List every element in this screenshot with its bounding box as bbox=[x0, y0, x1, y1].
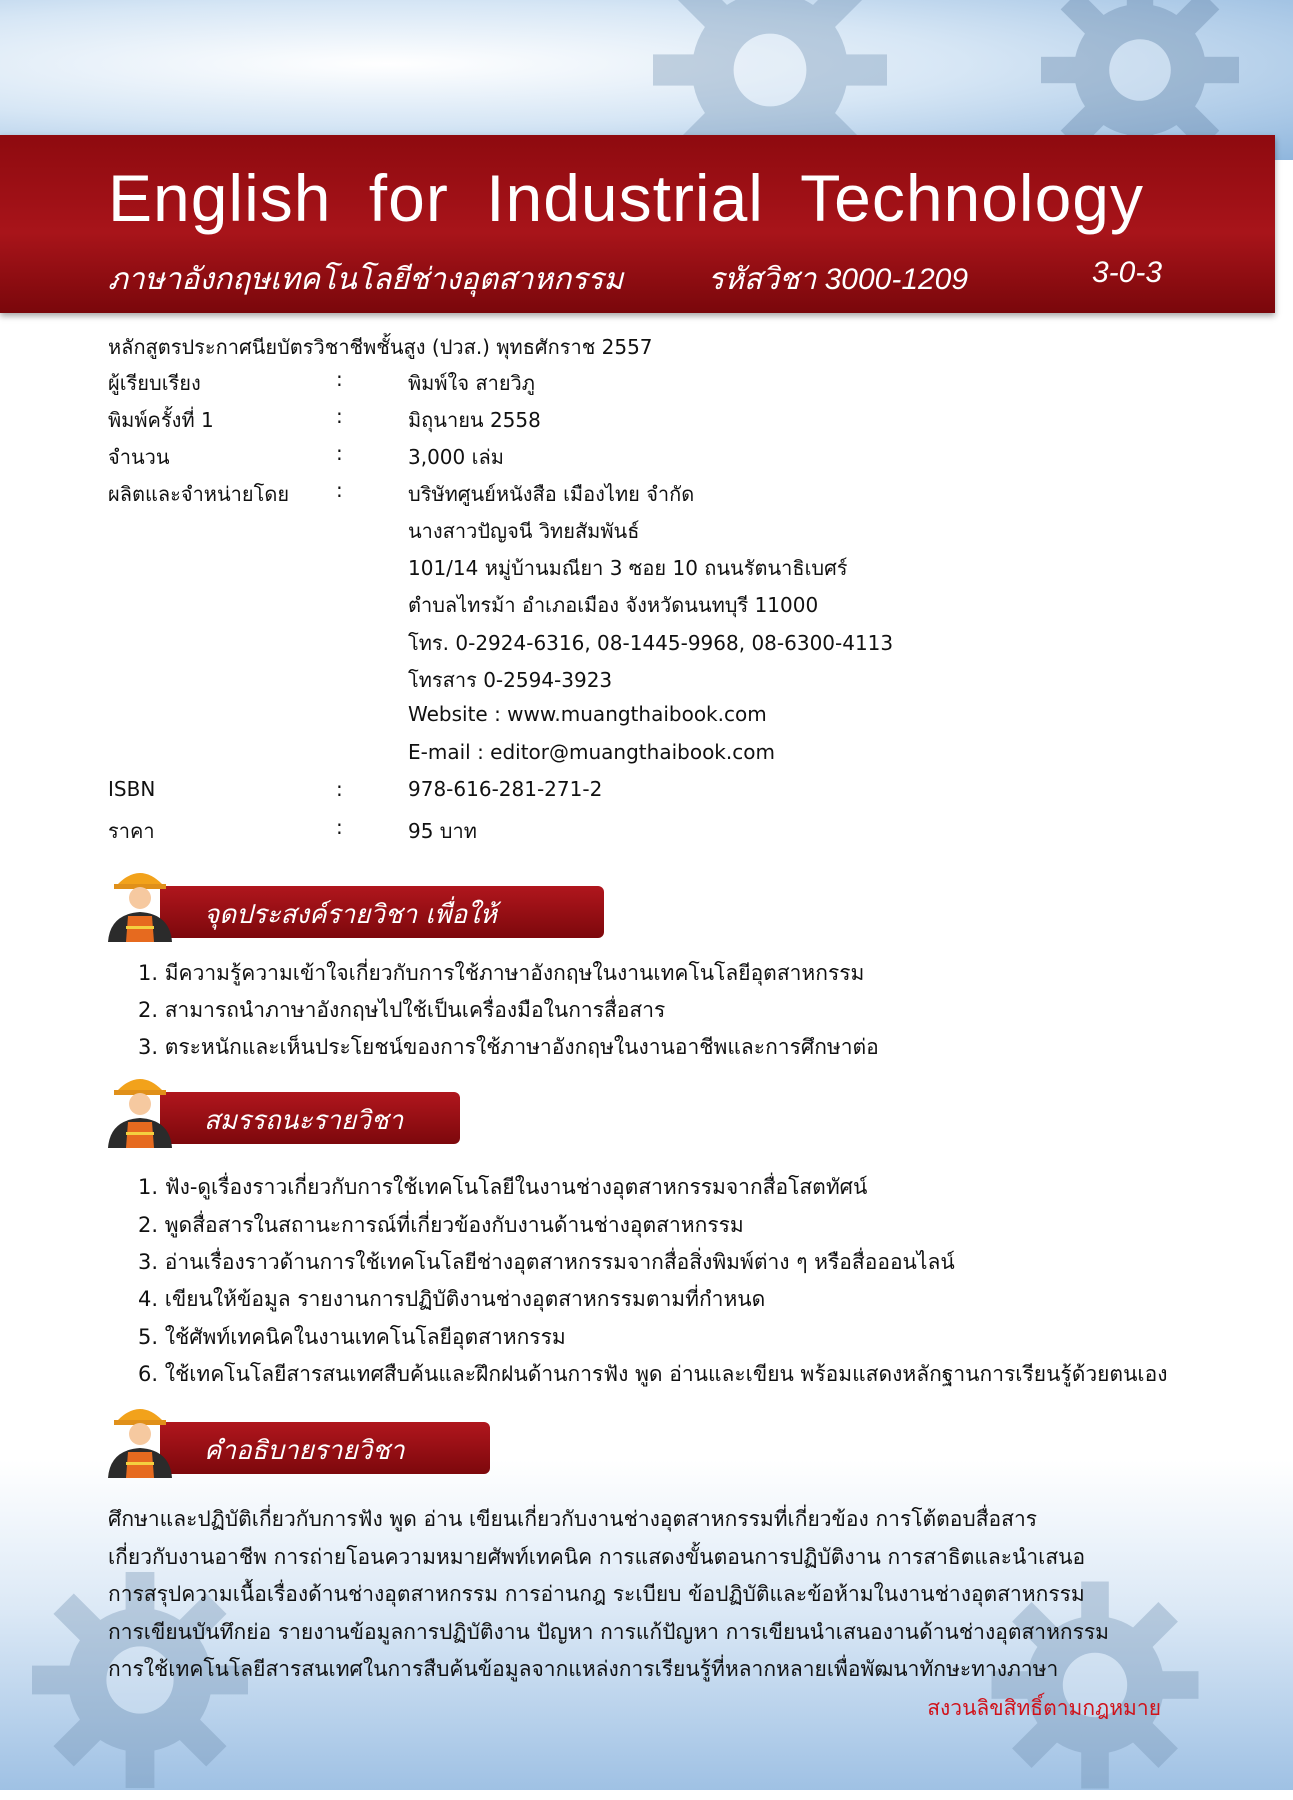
competencies-heading bbox=[100, 1068, 620, 1148]
description-line: ศึกษาและปฏิบัติเกี่ยวกับการฟัง พูด อ่าน เขียนเกี่ยวกับงานช่างอุตสาหกรรมที่เกี่ยวข้อง การโต้ตอบสื่อสาร bbox=[108, 1507, 1038, 1531]
publisher-address: 101/14 หมู่บ้านมณียา 3 ซอย 10 ถนนรัตนาธิเบศร์ bbox=[408, 556, 848, 580]
thai-course-name: ภาษาอังกฤษเทคโนโลยีช่างอุตสาหกรรม bbox=[108, 263, 624, 296]
objective-item: 1. มีความรู้ความเข้าใจเกี่ยวกับการใช้ภาษาอังกฤษในงานเทคโนโลยีอุตสาหกรรม bbox=[138, 961, 865, 985]
description-line: การเขียนบันทึกย่อ รายงานข้อมูลการปฏิบัติงาน ปัญหา การแก้ปัญหา การเขียนนำเสนองานด้านช่างอุตสาหกรรม bbox=[108, 1620, 1110, 1644]
section-bar bbox=[160, 1422, 490, 1474]
publisher-website: Website : www.muangthaibook.com bbox=[408, 702, 767, 726]
course-code: รหัสวิชา 3000-1209 bbox=[708, 263, 969, 296]
section-title: คำอธิบายรายวิชา bbox=[204, 1436, 405, 1466]
publisher-contact: นางสาวปัญจนี วิทยสัมพันธ์ bbox=[408, 519, 640, 543]
section-bar bbox=[160, 1092, 460, 1144]
section-title: จุดประสงค์รายวิชา เพื่อให้ bbox=[204, 900, 497, 930]
info-label: ผู้เรียบเรียง bbox=[108, 371, 201, 395]
info-colon: : bbox=[336, 441, 343, 465]
info-colon: : bbox=[336, 367, 343, 391]
info-label: ราคา bbox=[108, 819, 155, 843]
info-value: พิมพ์ใจ สายวิภู bbox=[408, 371, 535, 395]
info-value: บริษัทศูนย์หนังสือ เมืองไทย จำกัด bbox=[408, 482, 695, 506]
price-value: 95 บาท bbox=[408, 819, 477, 843]
objectives-heading bbox=[100, 862, 620, 942]
book-title: English for Industrial Technology bbox=[108, 161, 1145, 235]
publisher-address: ตำบลไทรม้า อำเภอเมือง จังหวัดนนทบุรี 11000 bbox=[408, 593, 819, 617]
objective-item: 2. สามารถนำภาษาอังกฤษไปใช้เป็นเครื่องมือในการสื่อสาร bbox=[138, 998, 666, 1022]
info-label: จำนวน bbox=[108, 445, 170, 469]
competency-item: 2. พูดสื่อสารในสถานะการณ์ที่เกี่ยวข้องกับงานด้านช่างอุตสาหกรรม bbox=[138, 1213, 744, 1237]
publisher-phone: โทร. 0-2924-6316, 08-1445-9968, 08-6300-4113 bbox=[408, 631, 894, 655]
info-colon: : bbox=[336, 478, 343, 502]
course-credits: 3-0-3 bbox=[1092, 256, 1163, 289]
info-label: พิมพ์ครั้งที่ 1 bbox=[108, 408, 214, 432]
info-label: ผลิตและจำหน่ายโดย bbox=[108, 482, 290, 506]
info-value: มิถุนายน 2558 bbox=[408, 408, 541, 432]
info-value: 3,000 เล่ม bbox=[408, 445, 504, 469]
objective-item: 3. ตระหนักและเห็นประโยชน์ของการใช้ภาษาอังกฤษในงานอาชีพและการศึกษาต่อ bbox=[138, 1035, 879, 1059]
info-colon: : bbox=[336, 404, 343, 428]
info-label: ISBN bbox=[108, 777, 156, 801]
copyright-notice: สงวนลิขสิทธิ์ตามกฎหมาย bbox=[927, 1696, 1161, 1720]
competency-item: 6. ใช้เทคโนโลยีสารสนเทศสืบค้นและฝึกฝนด้านการฟัง พูด อ่านและเขียน พร้อมแสดงหลักฐานการเรียนรู้ด้วยตนเอง bbox=[138, 1362, 1168, 1386]
worker-icon bbox=[100, 862, 180, 942]
isbn-value: 978-616-281-271-2 bbox=[408, 777, 603, 801]
curriculum-line: หลักสูตรประกาศนียบัตรวิชาชีพชั้นสูง (ปวส.) พุทธศักราช 2557 bbox=[108, 335, 653, 359]
info-colon: : bbox=[336, 777, 343, 801]
publisher-fax: โทรสาร 0-2594-3923 bbox=[408, 668, 613, 692]
description-line: เกี่ยวกับงานอาชีพ การถ่ายโอนความหมายศัพท์เทคนิค การแสดงขั้นตอนการปฏิบัติงาน การสาธิตและนำเสนอ bbox=[108, 1545, 1086, 1569]
competency-item: 3. อ่านเรื่องราวด้านการใช้เทคโนโลยีช่างอุตสาหกรรมจากสื่อสิ่งพิมพ์ต่าง ๆ หรือสื่อออนไลน์ bbox=[138, 1250, 955, 1274]
section-bar bbox=[160, 886, 604, 938]
competency-item: 5. ใช้ศัพท์เทคนิคในงานเทคโนโลยีอุตสาหกรรม bbox=[138, 1325, 566, 1349]
section-title: สมรรถนะรายวิชา bbox=[204, 1106, 404, 1136]
worker-icon bbox=[100, 1398, 180, 1478]
publisher-email: E-mail : editor@muangthaibook.com bbox=[408, 740, 775, 764]
competency-item: 1. ฟัง-ดูเรื่องราวเกี่ยวกับการใช้เทคโนโลยีในงานช่างอุตสาหกรรมจากสื่อโสตทัศน์ bbox=[138, 1175, 868, 1199]
worker-icon bbox=[100, 1068, 180, 1148]
description-line: การใช้เทคโนโลยีสารสนเทศในการสืบค้นข้อมูลจากแหล่งการเรียนรู้ที่หลากหลายเพื่อพัฒนาทักษะทางภาษา bbox=[108, 1657, 1059, 1681]
description-heading bbox=[100, 1398, 620, 1478]
description-line: การสรุปความเนื้อเรื่องด้านช่างอุตสาหกรรม การอ่านกฎ ระเบียบ ข้อปฏิบัติและข้อห้ามในงานช่างอุตสาหกรรม bbox=[108, 1582, 1085, 1606]
info-colon: : bbox=[336, 815, 343, 839]
competency-item: 4. เขียนให้ข้อมูล รายงานการปฏิบัติงานช่างอุตสาหกรรมตามที่กำหนด bbox=[138, 1287, 766, 1311]
